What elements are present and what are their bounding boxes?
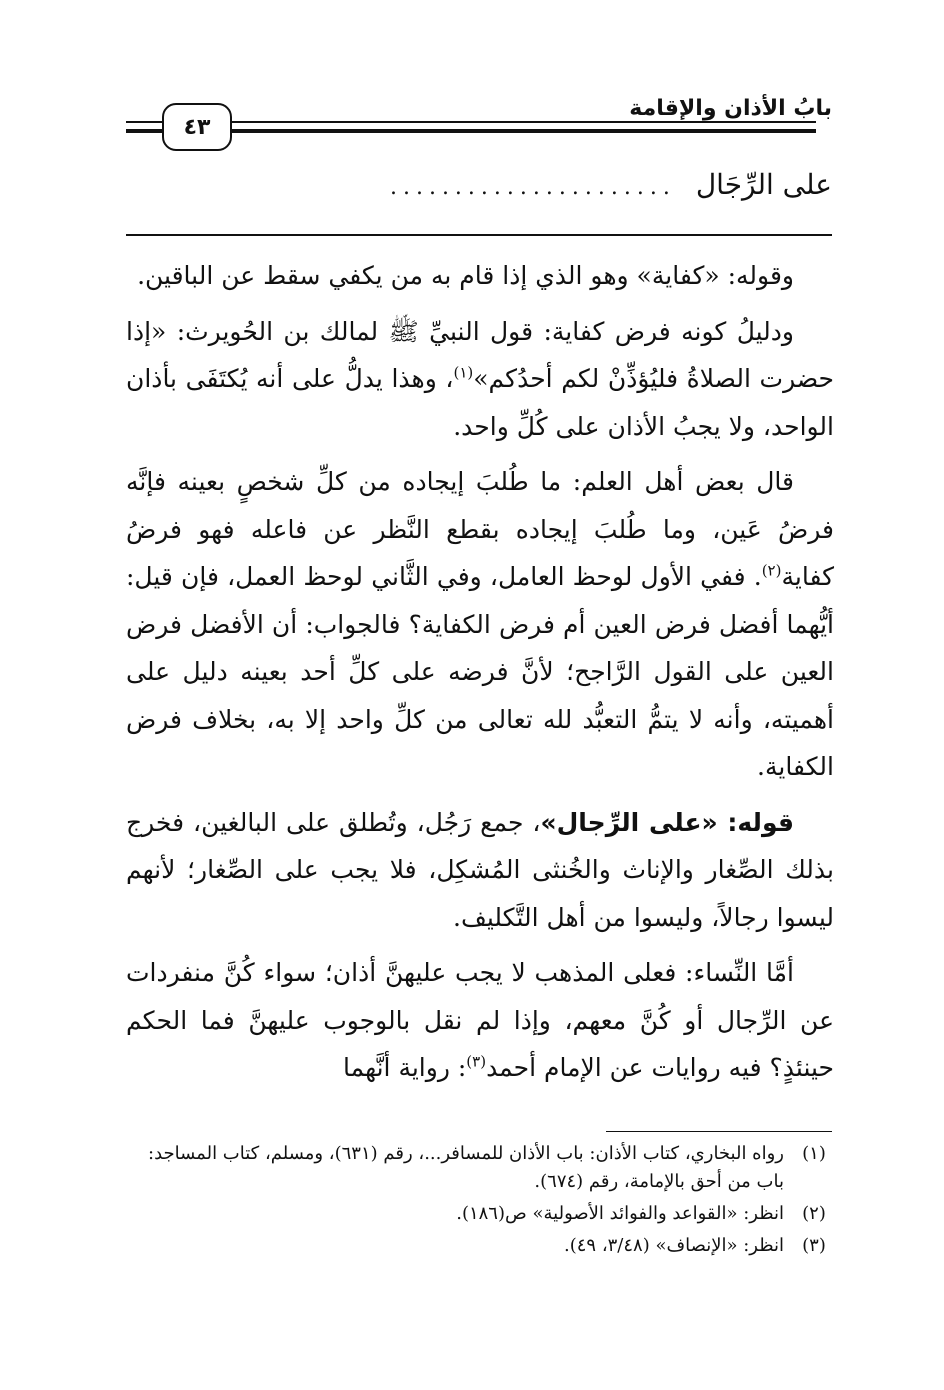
paragraph [126, 308, 834, 451]
paragraph [126, 252, 834, 300]
paragraph-text: أمَّا النِّساء: فعلى المذهب لا يجب عليهنَّ أذان؛ سواء كُنَّ منفردات عن الرِّجال أو كُنَّ معهم، وإذا لم نقل بالوجوب عليهنَّ فما الحكم حينئذٍ؟ فيه روايات عن الإمام أحمد [126, 958, 834, 1082]
matn-text: على الرِّجَال [695, 168, 832, 201]
paragraph-text: : رواية أنَّهما [343, 1053, 467, 1082]
footnotes [126, 1140, 834, 1264]
footnote-number: (٢) [802, 1203, 826, 1224]
footnote [126, 1232, 834, 1260]
footnote-text: انظر: «القواعد والفوائد الأصولية» ص(١٨٦). [456, 1203, 784, 1224]
page-number: ٤٣ [162, 103, 232, 151]
footnote-number: (٣) [802, 1235, 826, 1256]
footnote-ref: (٣) [466, 1052, 487, 1071]
footnote-text: انظر: «الإنصاف» (٣/٤٨، ٤٩). [564, 1235, 784, 1256]
paragraph-text: . ففي الأول لوحظ العامل، وفي الثَّاني لوحظ العمل، فإن قيل: أيُّهما أفضل فرض العين أم فرض الكفاية؟ فالجواب: أن الأفضل فرض العين على القول الرَّاجح؛ لأنَّ فرضه على كلِّ أحد بعينه دليل على أهميته، وأنه لا يتمُّ التعبُّد لله تعالى من كلِّ واحد إلا به، بخلاف فرض الكفاية. [126, 562, 834, 781]
chapter-title: بابُ الأذان والإقامة [629, 96, 832, 121]
footnote-text: رواه البخاري، كتاب الأذان: باب الأذان للمسافر...، رقم (٦٣١)، ومسلم، كتاب المساجد: باب من أحق بالإمامة، رقم (٦٧٤). [148, 1143, 784, 1192]
commentary-body [126, 252, 834, 1100]
paragraph [126, 799, 834, 942]
paragraph-text: ودليلُ كونه فرض كفاية: قول النبيِّ ﷺ لمالك بن الحُويرث: «إذا حضرت الصلاةُ فليُؤذِّنْ لكم أحدُكم» [126, 316, 834, 393]
paragraph [126, 949, 834, 1092]
matn-quote: قوله: «على الرِّجال» [540, 807, 794, 837]
paragraph [126, 458, 834, 791]
footnote-ref: (١) [453, 363, 474, 382]
paragraph-text: ، جمع رَجُل، وتُطلق على البالغين، فخرج بذلك الصِّغار والإناث والخُنثى المُشكِل، فلا يجب على الصِّغار؛ لأنهم ليسوا رجالاً، وليسوا من أهل التَّكليف. [126, 807, 834, 932]
footnote-separator [606, 1131, 832, 1132]
matn-separator [126, 234, 832, 236]
footnote [126, 1140, 834, 1196]
paragraph-text: قال بعض أهل العلم: ما طُلبَ إيجاده من كلِّ شخصٍ بعينه فإنَّه فرضُ عَين، وما طُلبَ إيجاده بقطع النَّظر عن فاعله فهو فرضُ كفاية [126, 467, 834, 591]
paragraph-text: وقوله: «كفاية» وهو الذي إذا قام به من يكفي سقط عن الباقين. [137, 261, 794, 290]
matn-dots: ...................... [389, 175, 676, 200]
footnote-ref: (٢) [761, 561, 782, 580]
paragraph-text: ، وهذا يدلُّ على أنه يُكتَفَى بأذان الواحد، ولا يجبُ الأذان على كُلِّ واحد. [126, 364, 834, 441]
footnote [126, 1200, 834, 1228]
footnote-number: (١) [802, 1143, 826, 1164]
matn-line [132, 168, 832, 201]
